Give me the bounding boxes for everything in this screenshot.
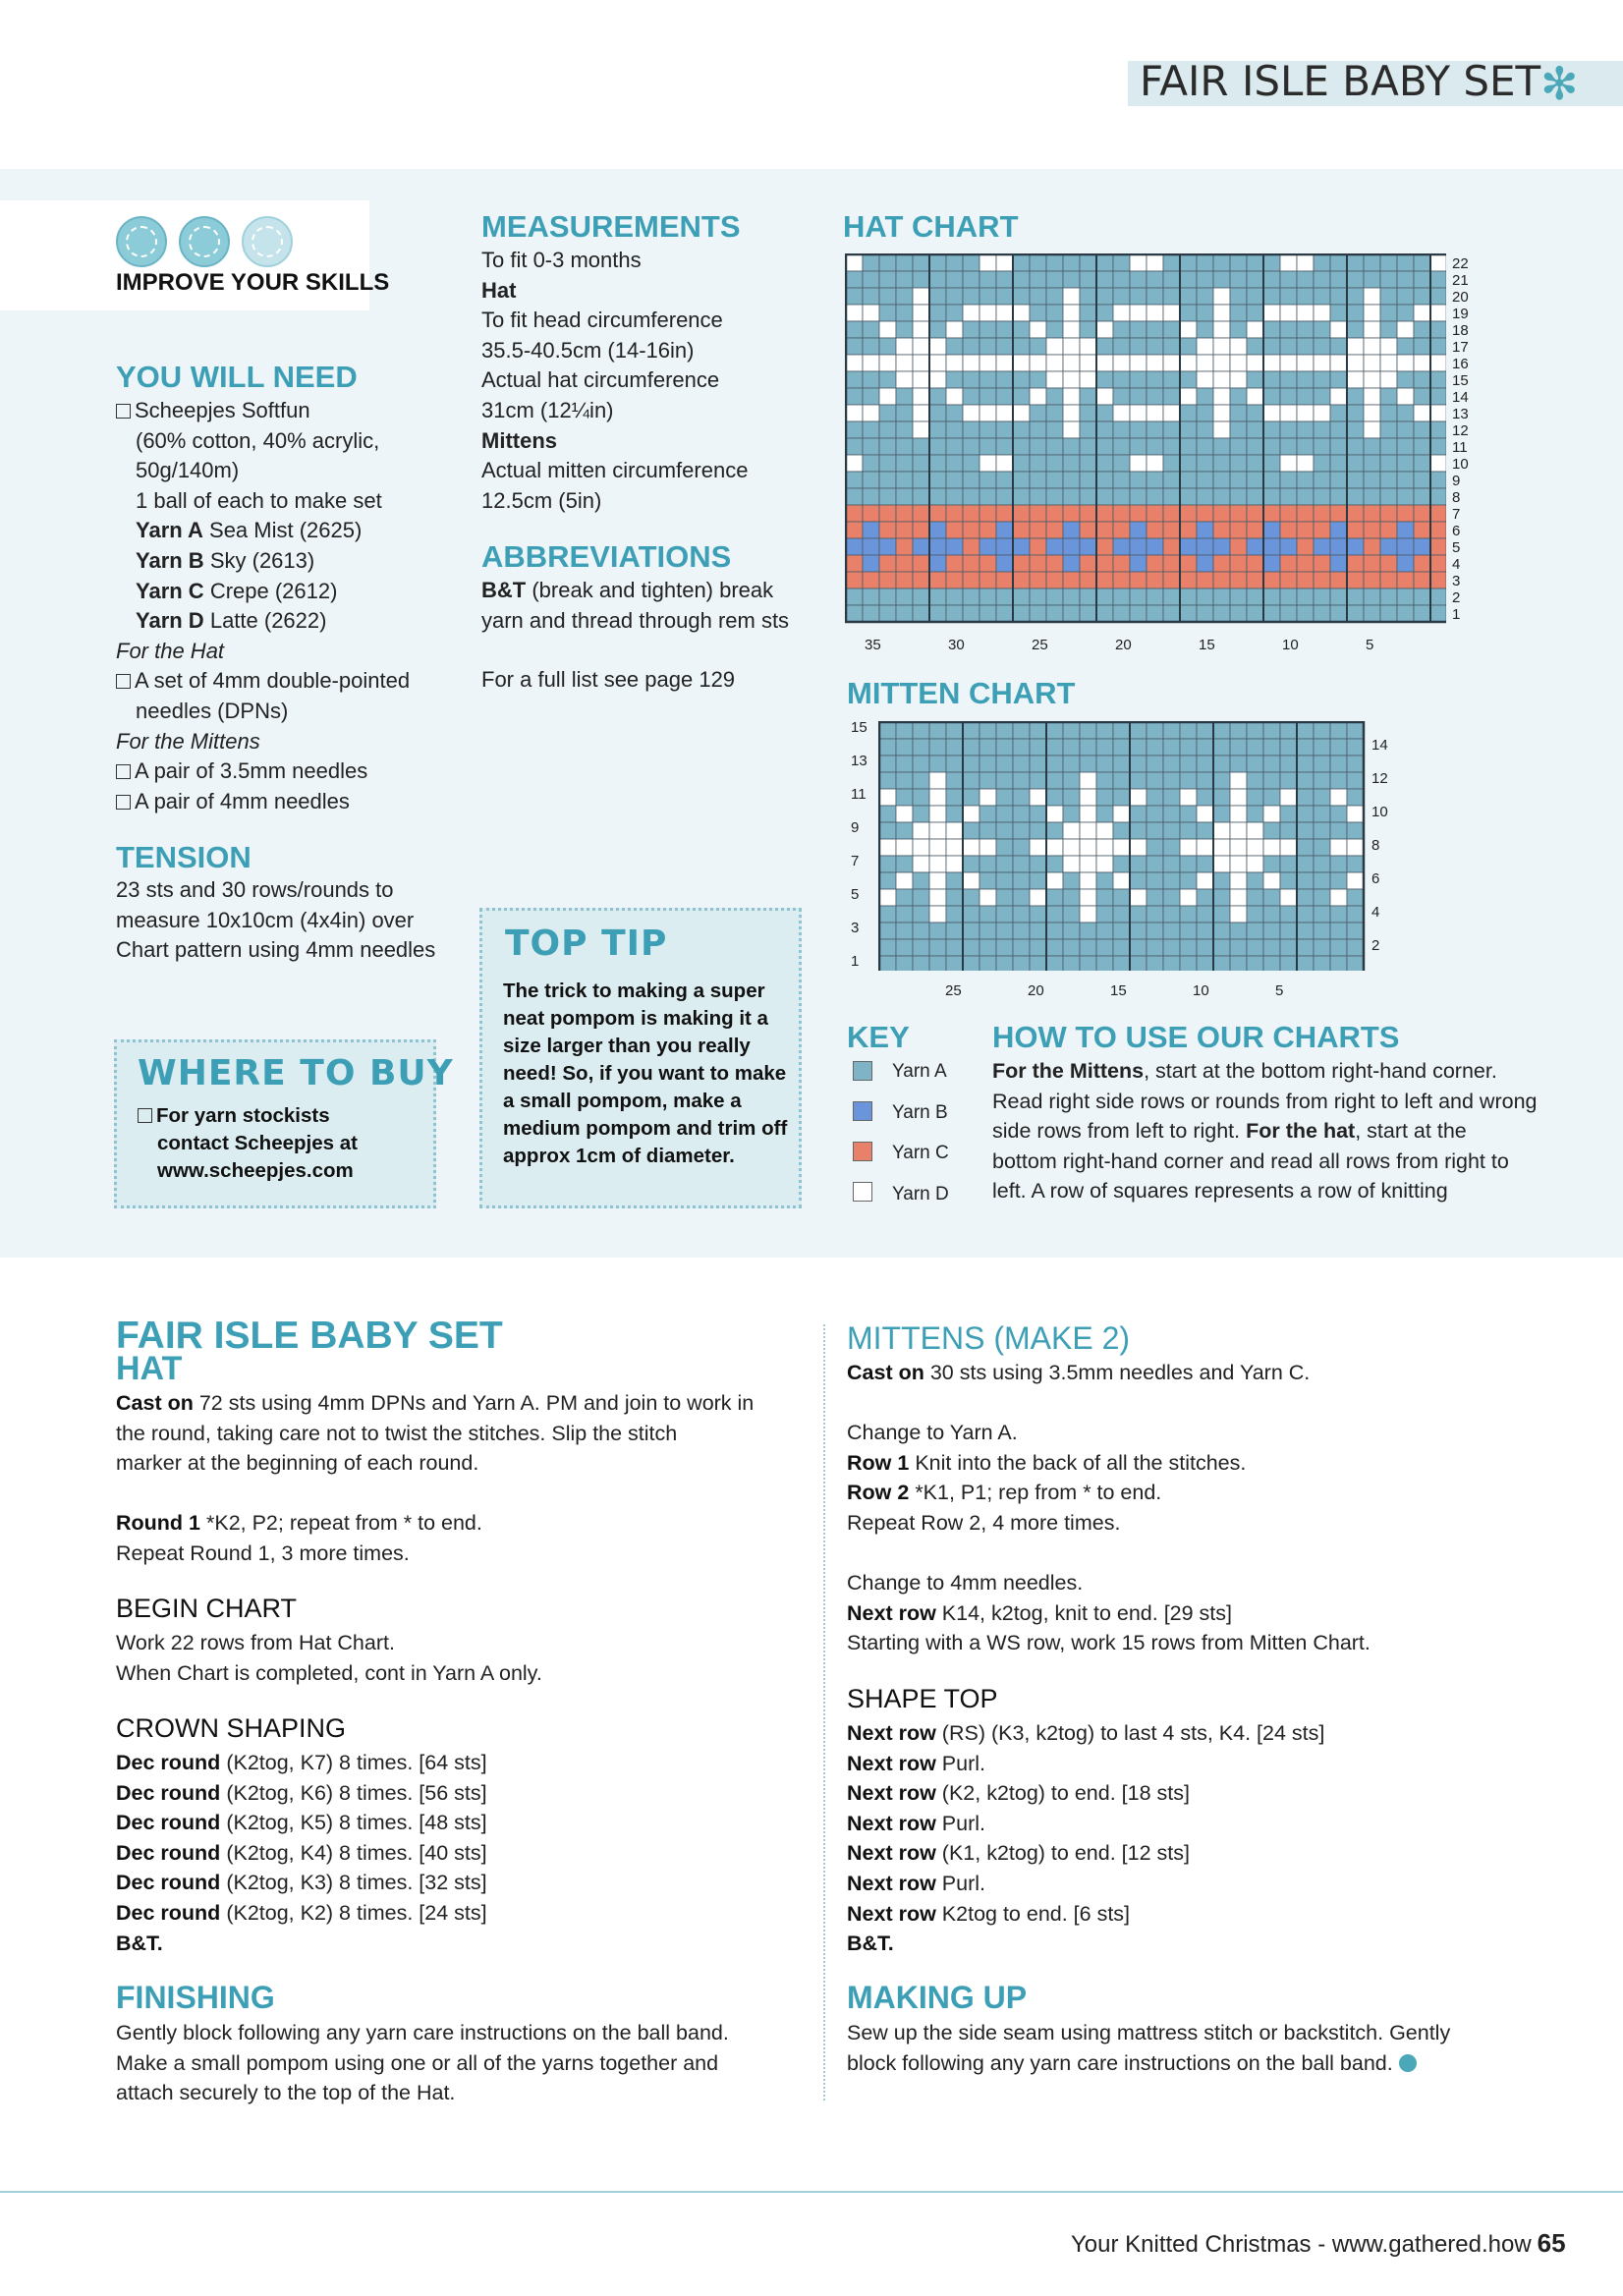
begin-chart-heading: BEGIN CHART xyxy=(116,1594,298,1623)
axis-label: 25 xyxy=(945,982,962,999)
axis-label: 13 xyxy=(851,753,867,769)
axis-label: 11 xyxy=(1452,439,1468,456)
axis-label: 1 xyxy=(851,953,860,970)
axis-label: 35 xyxy=(865,637,881,653)
footer-rule xyxy=(0,2191,1623,2193)
axis-label: 8 xyxy=(1371,837,1380,854)
axis-label: 18 xyxy=(1452,322,1469,339)
axis-label: 5 xyxy=(851,886,860,903)
axis-label: 7 xyxy=(1452,506,1461,523)
axis-label: 9 xyxy=(1452,473,1461,489)
tension-text: 23 sts and 30 rows/rounds to measure 10x10cm (4x4in) over Chart pattern using 4mm needles xyxy=(116,877,436,963)
axis-label: 20 xyxy=(1115,637,1132,653)
axis-label: 15 xyxy=(1110,982,1127,999)
axis-label: 20 xyxy=(1452,289,1469,306)
hat-chart-grid xyxy=(845,253,1446,629)
abbreviations-text: B&T (break and tighten) break yarn and thread through rem sts For a full list see page 129 xyxy=(481,578,790,693)
axis-label: 10 xyxy=(1282,637,1299,653)
key-label: Yarn D xyxy=(892,1184,949,1204)
axis-label: 20 xyxy=(1028,982,1044,999)
hat-chart-heading: HAT CHART xyxy=(843,209,1019,244)
key-label: Yarn B xyxy=(892,1102,948,1123)
yarn-ball-icon xyxy=(116,216,167,267)
axis-label: 10 xyxy=(1193,982,1209,999)
yarn-ball-icon xyxy=(242,216,293,267)
yarn-d-swatch xyxy=(853,1182,872,1202)
crown-shaping-heading: CROWN SHAPING xyxy=(116,1713,347,1743)
shape-top-heading: SHAPE TOP xyxy=(847,1684,998,1713)
tension-heading: TENSION xyxy=(116,840,252,874)
axis-label: 16 xyxy=(1452,356,1469,372)
measurements-heading: MEASUREMENTS xyxy=(481,209,741,244)
yarn-end-icon xyxy=(1399,2054,1417,2072)
finishing-text: Gently block following any yarn care instructions on the ball band. Make a small pompom using one or all of the yarns together and attach securely to the top of the Hat. xyxy=(116,2021,729,2105)
axis-label: 3 xyxy=(851,920,860,936)
top-tip-heading: TOP TIP xyxy=(505,924,668,964)
abbreviations-heading: ABBREVIATIONS xyxy=(481,539,732,574)
checkbox-icon xyxy=(116,764,131,779)
axis-label: 12 xyxy=(1452,422,1469,439)
finishing-heading: FINISHING xyxy=(116,1980,275,2015)
axis-label: 25 xyxy=(1032,637,1048,653)
axis-label: 5 xyxy=(1452,539,1461,556)
how-to-text: For the Mittens, start at the bottom right-hand corner. Read right side rows or rounds from right to left and wrong side rows from left to right. For the hat, start at the bottom right-hand corner and read all rows from right to left. A row of squares represents a row of knitting xyxy=(992,1059,1538,1204)
axis-label: 17 xyxy=(1452,339,1469,356)
page-title: FAIR ISLE BABY SET xyxy=(1140,57,1541,105)
axis-label: 4 xyxy=(1371,904,1380,921)
axis-label: 10 xyxy=(1452,456,1469,473)
shape-top-text: Next row (RS) (K3, k2tog) to last 4 sts, K4. [24 sts] Next row Purl. Next row (K2, k2tog) to end. [18 sts] Next row Purl. Next row (K1, k2tog) to end. [12 sts] Next row Purl. Next row K2tog to end. [6 sts] B&T. xyxy=(847,1721,1325,1956)
checkbox-icon xyxy=(116,795,131,810)
page-number: 65 xyxy=(1537,2228,1566,2258)
axis-label: 9 xyxy=(851,819,860,836)
axis-label: 5 xyxy=(1366,637,1374,653)
axis-label: 14 xyxy=(1371,737,1388,754)
skills-label: IMPROVE YOUR SKILLS xyxy=(116,269,390,296)
axis-label: 6 xyxy=(1371,870,1380,887)
axis-label: 14 xyxy=(1452,389,1469,406)
axis-label: 15 xyxy=(1199,637,1215,653)
top-tip-text: The trick to making a super neat pompom is making it a size larger than you really need! So, if you want to make a small pompom, make a medium pompom and trim off approx 1cm of diameter. xyxy=(503,980,788,1167)
mitten-chart-grid xyxy=(878,721,1366,971)
axis-label: 15 xyxy=(851,719,867,736)
yarn-a-swatch xyxy=(853,1061,872,1081)
crown-shaping-text: Dec round (K2tog, K7) 8 times. [64 sts] Dec round (K2tog, K6) 8 times. [56 sts] Dec round (K2tog, K5) 8 times. [48 sts] Dec round (K2tog, K4) 8 times. [40 sts] Dec round (K2tog, K3) 8 times. [32 sts] Dec round (K2tog, K2) 8 times. [24 sts] B&T. xyxy=(116,1751,487,1955)
axis-label: 2 xyxy=(1452,589,1461,606)
axis-label: 22 xyxy=(1452,255,1469,272)
key-label: Yarn C xyxy=(892,1143,949,1163)
axis-label: 19 xyxy=(1452,306,1469,322)
axis-label: 7 xyxy=(851,853,860,869)
where-to-buy-text: For yarn stockists contact Scheepjes at www.scheepjes.com xyxy=(138,1102,432,1185)
snowflake-icon: ✻ xyxy=(1540,58,1579,109)
you-will-need-heading: YOU WILL NEED xyxy=(116,360,358,394)
how-to-heading: HOW TO USE OUR CHARTS xyxy=(992,1020,1400,1054)
hat-title: HAT xyxy=(116,1350,183,1387)
axis-label: 3 xyxy=(1452,573,1461,589)
measurements-text: To fit 0-3 months Hat To fit head circumference 35.5-40.5cm (14-16in) Actual hat circumference 31cm (12¼in) Mittens Actual mitten circumference 12.5cm (5in) xyxy=(481,248,749,513)
checkbox-icon xyxy=(116,674,131,689)
yarn-c-swatch xyxy=(853,1142,872,1161)
axis-label: 10 xyxy=(1371,804,1388,820)
where-to-buy-heading: WHERE TO BUY xyxy=(138,1053,454,1093)
axis-label: 5 xyxy=(1275,982,1284,999)
pattern-title: FAIR ISLE BABY SET xyxy=(116,1315,503,1357)
axis-label: 8 xyxy=(1452,489,1461,506)
checkbox-icon xyxy=(116,404,131,419)
axis-label: 21 xyxy=(1452,272,1469,289)
mittens-title: MITTENS (MAKE 2) xyxy=(847,1320,1131,1356)
axis-label: 1 xyxy=(1452,606,1461,623)
mittens-instructions: Cast on 30 sts using 3.5mm needles and Yarn C. Change to Yarn A. Row 1 Knit into the back of all the stitches. Row 2 *K1, P1; rep from * to end. Repeat Row 2, 4 more times. Change to 4mm needles. Next row K14, k2tog, knit to end. [29 sts] Starting with a WS row, work 15 rows from Mitten Chart. xyxy=(847,1361,1371,1655)
axis-label: 13 xyxy=(1452,406,1469,422)
key-label: Yarn A xyxy=(892,1061,947,1082)
axis-label: 30 xyxy=(948,637,965,653)
begin-chart-text: Work 22 rows from Hat Chart. When Chart is completed, cont in Yarn A only. xyxy=(116,1631,542,1685)
column-divider xyxy=(823,1324,825,2100)
hat-instructions: Cast on 72 sts using 4mm DPNs and Yarn A. PM and join to work in the round, taking care not to twist the stitches. Slip the stitch marker at the beginning of each round. Round 1 *K2, P2; repeat from * to end. Repeat Round 1, 3 more times. xyxy=(116,1391,755,1565)
yarn-b-swatch xyxy=(853,1101,872,1121)
axis-label: 4 xyxy=(1452,556,1461,573)
axis-label: 12 xyxy=(1371,770,1388,787)
checkbox-icon xyxy=(138,1108,152,1123)
making-up-text: Sew up the side seam using mattress stitch or backstitch. Gently block following any yarn care instructions on the ball band. xyxy=(847,2021,1451,2075)
key-heading: KEY xyxy=(847,1020,910,1054)
mitten-chart-heading: MITTEN CHART xyxy=(847,676,1076,710)
axis-label: 6 xyxy=(1452,523,1461,539)
axis-label: 2 xyxy=(1371,937,1380,954)
making-up-heading: MAKING UP xyxy=(847,1980,1028,2015)
footer: Your Knitted Christmas - www.gathered.how 65 xyxy=(1071,2228,1566,2258)
axis-label: 15 xyxy=(1452,372,1469,389)
yarn-ball-icon xyxy=(179,216,230,267)
axis-label: 11 xyxy=(851,786,867,803)
you-will-need-list: Scheepjes Softfun (60% cotton, 40% acrylic, 50g/140m) 1 ball of each to make set Yarn A Sea Mist (2625) Yarn B Sky (2613) Yarn C Crepe (2612) Yarn D Latte (2622) For the Hat A set of 4mm double-pointed needles (DPNs) For the Mittens A pair of 3.5mm needles A pair of 4mm needles xyxy=(116,398,411,813)
